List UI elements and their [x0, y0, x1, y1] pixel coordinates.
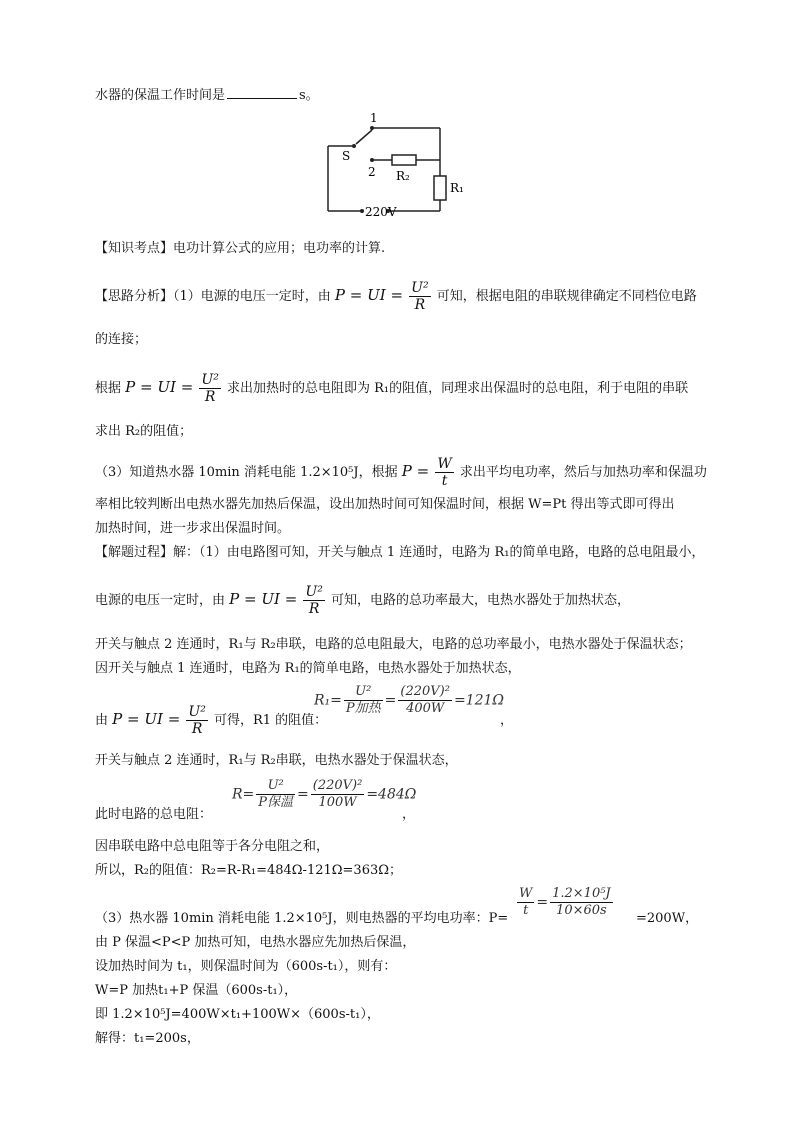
solution-line-6: 开关与触点 2 连通时，R₁与 R₂串联，电热水器处于保温状态， [95, 753, 458, 768]
line-answer [95, 86, 319, 105]
contact-2 [370, 158, 374, 162]
fraction-u2-pheat [344, 684, 383, 717]
text: 可知，根据电阻的串联规律确定不同档位电路 [436, 289, 697, 304]
fraction-energy-time [550, 886, 613, 919]
formula-p: P = [401, 462, 430, 480]
denominator: t [517, 902, 534, 919]
circuit-diagram [320, 108, 470, 223]
solution-line-3: 开关与触点 2 连通时，R₁与 R₂串联，电路的总电阻最大，电路的总功率最小，电热水器处于保温状态； [95, 637, 692, 652]
equals: = [536, 894, 549, 911]
analysis-line [95, 280, 697, 313]
text: （3）知道热水器 10min 消耗电能 1.2×10⁵J，根据 [95, 465, 398, 480]
denominator: R [199, 388, 220, 405]
analysis-line-4: 求出 R₂的阻值； [95, 424, 193, 439]
solution-line-10 [95, 910, 508, 928]
denominator: R [409, 296, 430, 313]
text: 由 [95, 713, 109, 728]
label-2: 2 [368, 165, 376, 179]
denominator: P加热 [345, 701, 381, 716]
analysis-line-7: 加热时间，进一步求出保温时间。 [95, 521, 291, 536]
label-1: 1 [370, 111, 378, 125]
solution-line-7: 此时电路的总电阻： [95, 807, 213, 822]
numerator: U² [201, 372, 219, 388]
r-lhs: R= [232, 786, 255, 803]
r-result: =484Ω [366, 786, 417, 803]
fraction-w-t [435, 456, 453, 489]
equals: = [384, 692, 397, 709]
numerator: (220V)² [312, 778, 363, 793]
numerator: (220V)² [400, 684, 450, 699]
solution-line-2 [95, 584, 630, 617]
switch-blade [356, 130, 372, 144]
contact-1 [370, 126, 374, 130]
resistor-r1 [434, 176, 446, 200]
text: 求出加热时的总电阻即为 R₁的阻值，同理求出保温时的总电阻，利于电阻的串联 [226, 381, 689, 396]
formula-pui: P = UI = [125, 378, 194, 396]
solution-line-12: 设加热时间为 t₁，则保温时间为（600s-t₁），则有： [95, 959, 397, 974]
numerator: U² [411, 280, 429, 296]
text: s。 [299, 88, 319, 103]
r1-result: =121Ω [453, 692, 504, 709]
switch-pivot [352, 144, 356, 148]
formula-pui: P = UI = [229, 590, 298, 608]
equals: = [297, 786, 309, 803]
fraction-u2-r [186, 704, 207, 737]
fraction-u2-r [199, 372, 220, 405]
resistor-r2 [392, 155, 416, 165]
text: 电源的电压一定时，由 [95, 593, 226, 608]
formula-p-avg [515, 886, 615, 919]
numerator: U² [188, 704, 206, 720]
denominator: t [435, 472, 453, 489]
denominator: 100W [311, 794, 365, 811]
label-220v: 220V [365, 205, 397, 219]
text: 根据 [95, 381, 122, 396]
denominator: 10×60s [550, 902, 613, 919]
label-r1: R₁ [450, 181, 464, 195]
solution-line-13: W=P 加热t₁+P 保温（600s-t₁）， [95, 983, 298, 998]
formula-r [232, 778, 416, 811]
solution-line-8: 因串联电路中总电阻等于各分电阻之和， [95, 839, 330, 854]
text: 可得，R1 的阻值： [213, 713, 328, 728]
solution-line-5 [95, 704, 327, 737]
text: 可知，电路的总功率最大，电热水器处于加热状态， [330, 593, 630, 608]
numerator: U² [267, 778, 284, 793]
text: 求出平均电功率，然后与加热功率和保温功 [459, 465, 707, 480]
numerator: U² [305, 584, 323, 600]
denominator: 400W [398, 700, 452, 717]
solution-line-14: 即 1.2×10⁵J=400W×t₁+100W×（600s-t₁）， [95, 1007, 380, 1022]
fraction-u2-r [303, 584, 324, 617]
solution-line-4: 因开关与触点 1 连通时，电路为 R₁的简单电路，电热水器处于加热状态， [95, 661, 521, 676]
numerator: 1.2×10⁵J [552, 886, 611, 901]
text: （3）热水器 10min 消耗电能 1.2×10⁵J，则电热器的平均电功率：P= [95, 911, 509, 926]
fraction-220-100 [311, 778, 365, 811]
label-s: S [342, 149, 351, 163]
fraction-220-400 [398, 684, 452, 717]
formula-pui: P = UI = [334, 286, 404, 304]
analysis-line-3 [95, 372, 688, 405]
comma: ， [500, 713, 514, 728]
knowledge-point: 【知识考点】电功计算公式的应用；电功率的计算. [95, 241, 386, 256]
fraction-u2-r [409, 280, 430, 313]
analysis-line-6: 率相比较判断出电热水器先加热后保温，设出加热时间可知保温时间，根据 W=Pt 得出等式即可得出 [95, 497, 675, 512]
r1-lhs: R₁= [314, 692, 342, 709]
solution-line-1: 【解题过程】解：（1）由电路图可知，开关与触点 1 连通时，电路为 R₁的简单电路，电路的总电阻最小， [95, 545, 705, 560]
text: 水器的保温工作时间是 [95, 88, 226, 103]
formula-r1 [314, 684, 504, 717]
answer-blank [227, 86, 297, 99]
analysis-line-2: 的连接； [95, 332, 148, 347]
denominator: R [303, 600, 324, 617]
solution-line-15: 解得：t₁=200s， [95, 1031, 200, 1046]
fraction-w-t [517, 886, 534, 919]
denominator: R [186, 720, 207, 737]
denominator: P保温 [258, 795, 294, 810]
formula-pui: P = UI = [112, 710, 181, 728]
p-result: =200W， [636, 911, 699, 926]
terminal-left [360, 209, 364, 213]
solution-line-11: 由 P 保温<P<P 加热可知，电热水器应先加热后保温， [95, 935, 416, 950]
solution-line-9: 所以，R₂的阻值：R₂=R-R₁=484Ω-121Ω=363Ω； [95, 863, 403, 878]
text: 【思路分析】（1）电源的电压一定时，由 [95, 289, 331, 304]
fraction-u2-pkeep [256, 778, 295, 811]
label-r2: R₂ [396, 169, 410, 183]
numerator: W [519, 886, 533, 901]
numerator: U² [355, 684, 372, 699]
analysis-line-5 [95, 456, 707, 489]
numerator: W [437, 456, 452, 472]
comma: ， [402, 807, 416, 822]
